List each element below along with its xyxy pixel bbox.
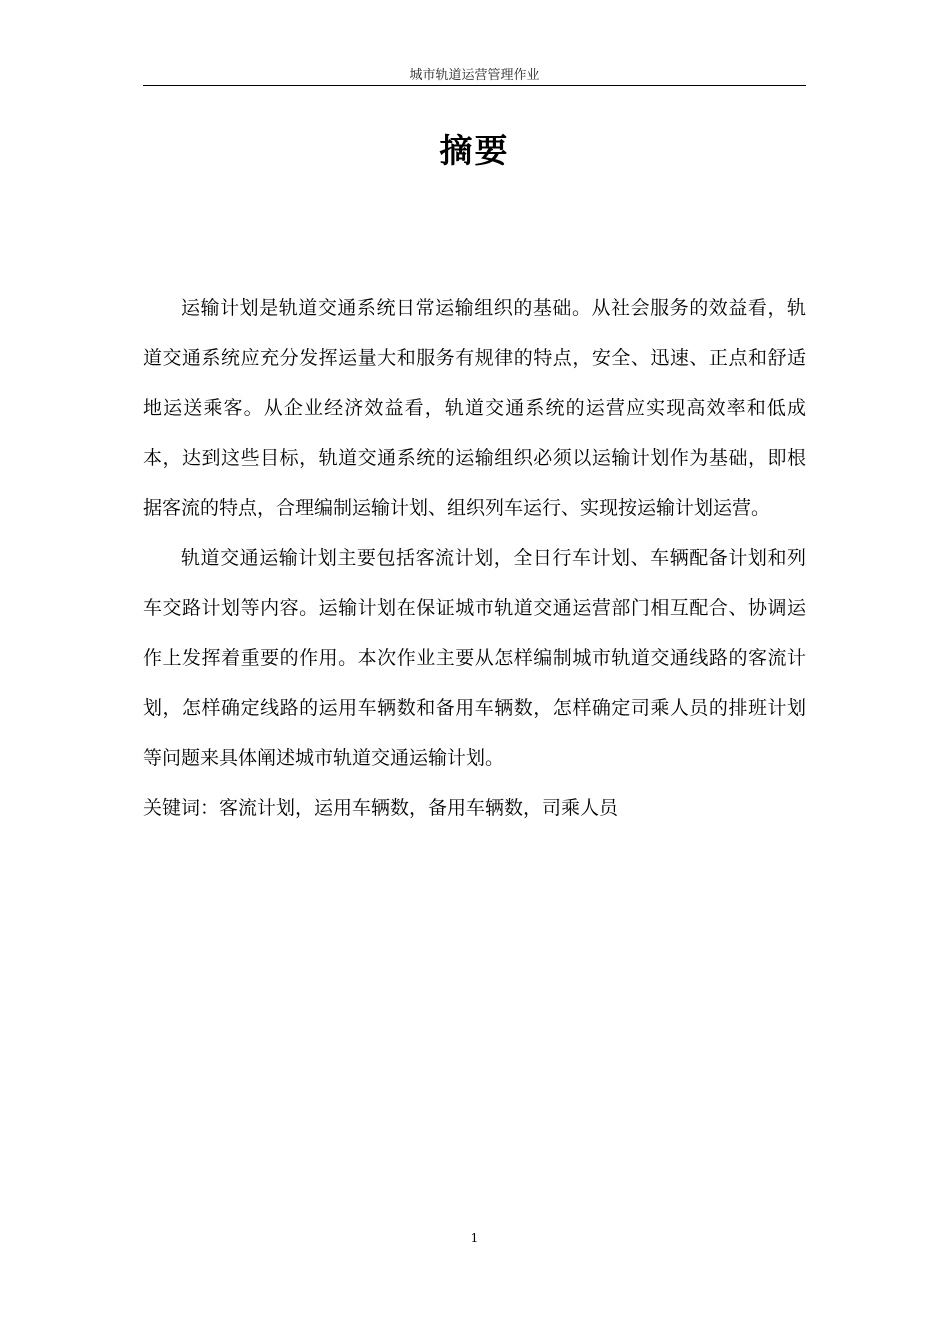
abstract-paragraph-2: 轨道交通运输计划主要包括客流计划，全日行车计划、车辆配备计划和列车交路计划等内容。运输计划在保证城市轨道交通运营部门相互配合、协调运作上发挥着重要的作用。本次作业主要从怎样编制城市轨道交通线路的客流计划，怎样确定线路的运用车辆数和备用车辆数，怎样确定司乘人员的排班计划等问题来具体阐述城市轨道交通运输计划。 bbox=[143, 547, 806, 769]
page-number: 1 bbox=[470, 1231, 479, 1245]
abstract-paragraph-1: 运输计划是轨道交通系统日常运输组织的基础。从社会服务的效益看，轨道交通系统应充分发挥运量大和服务有规律的特点，安全、迅速、正点和舒适地运送乘客。从企业经济效益看，轨道交通系统的运营应实现高效率和低成本，达到这些目标，轨道交通系统的运输组织必须以运输计划作为基础，即根据客流的特点，合理编制运输计划、组织列车运行、实现按运输计划运营。 bbox=[143, 297, 806, 519]
abstract-body bbox=[143, 283, 806, 833]
abstract-title: 摘要 bbox=[439, 131, 510, 170]
running-header: 城市轨道运营管理作业 bbox=[409, 68, 540, 83]
header-rule bbox=[143, 85, 806, 86]
keywords-line: 关键词：客流计划，运用车辆数，备用车辆数，司乘人员 bbox=[143, 797, 619, 819]
